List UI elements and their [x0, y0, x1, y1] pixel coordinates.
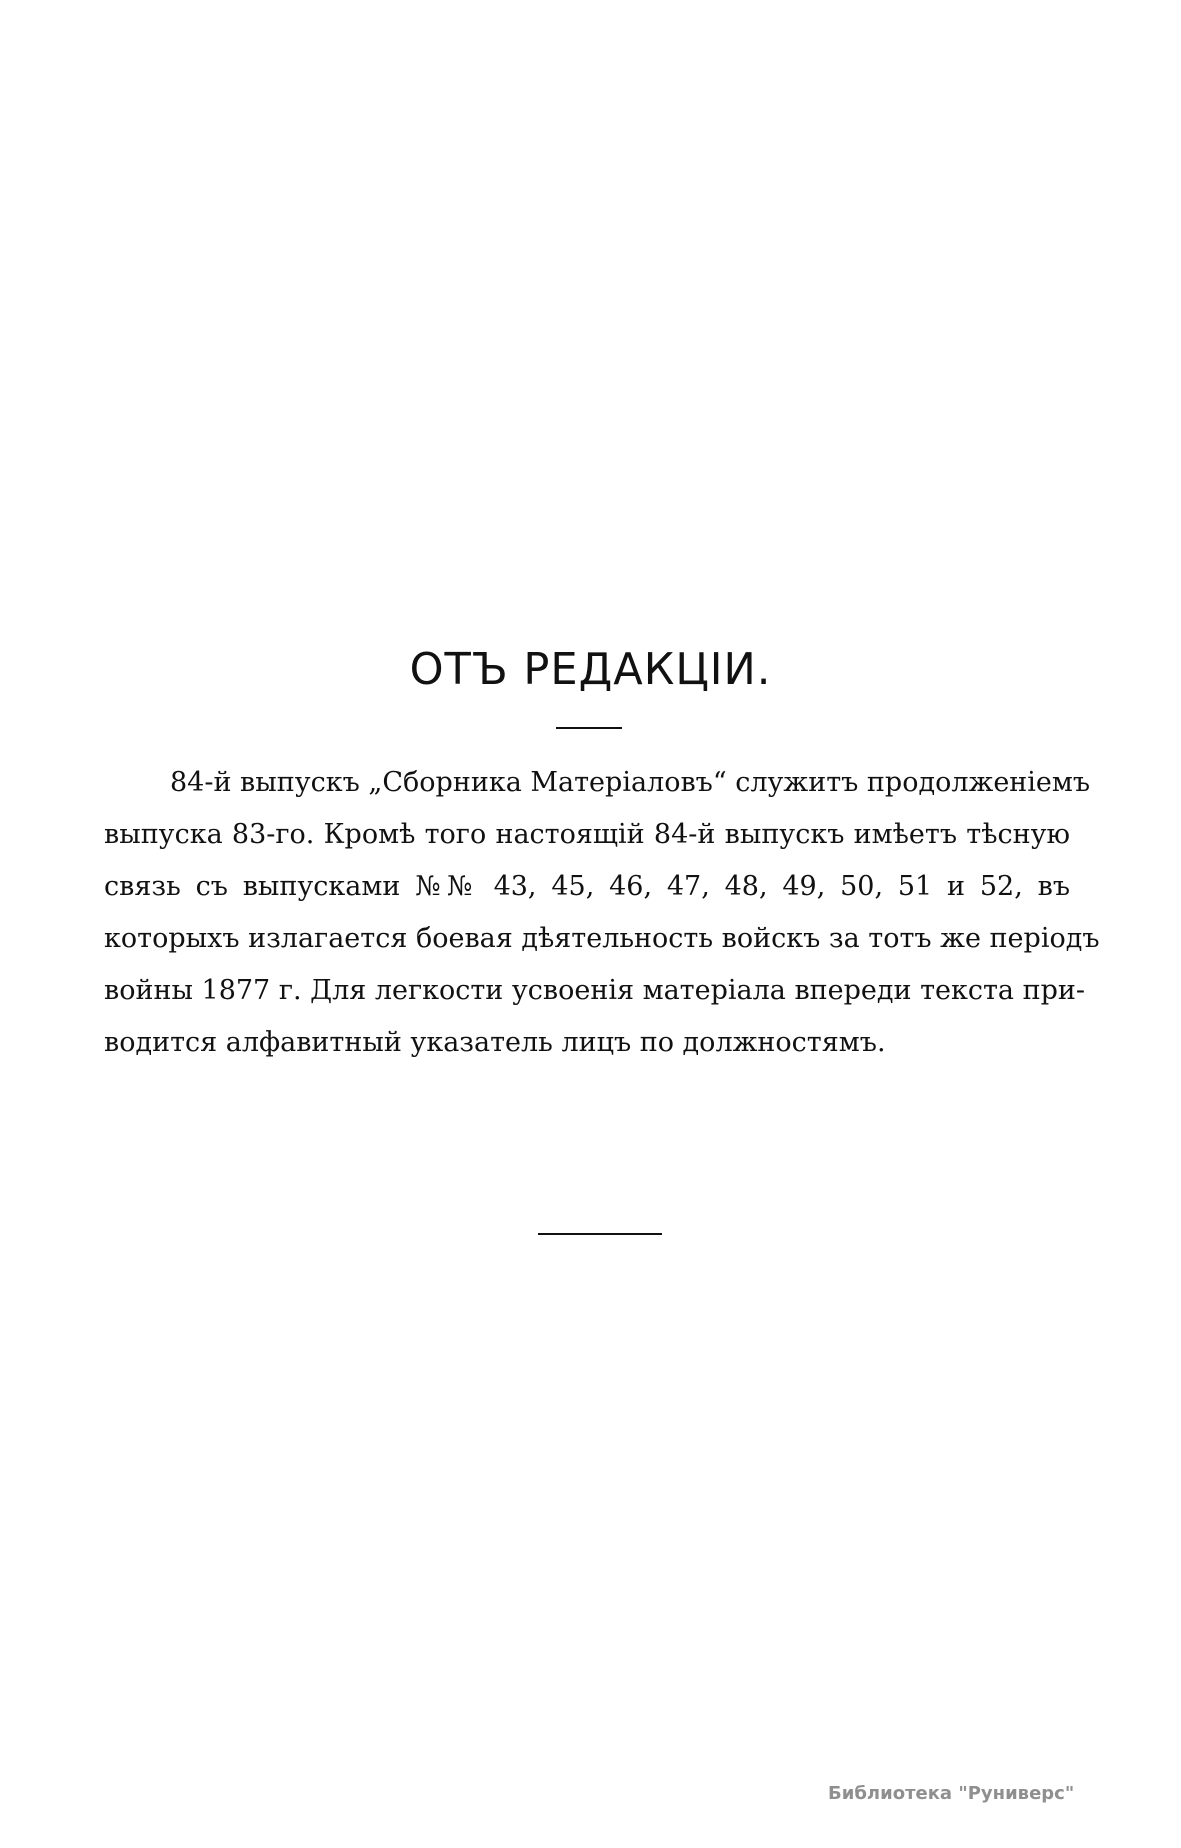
paragraph-line: выпуска 83-го. Кромѣ того настоящій 84-й выпускъ имѣетъ тѣсную [104, 819, 1070, 850]
editorial-paragraph [104, 757, 1100, 1069]
paragraph-line: 84-й выпускъ „Сборника Матеріаловъ“ служитъ продолженіемъ [170, 767, 1091, 798]
paragraph-line: связь съ выпусками №№ 43, 45, 46, 47, 48, 49, 50, 51 и 52, въ [104, 871, 1070, 902]
title-divider [556, 727, 622, 729]
library-watermark: Библиотека "Руниверс" [828, 1783, 1075, 1804]
paragraph-line: войны 1877 г. Для легкости усвоенія матеріала впереди текста при- [104, 975, 1086, 1006]
paragraph-line: водится алфавитный указатель лицъ по должностямъ. [104, 1027, 886, 1058]
page-title: ОТЪ РЕДАКЦІИ. [409, 644, 772, 695]
paragraph-line: которыхъ излагается боевая дѣятельность войскъ за тотъ же періодъ [104, 923, 1100, 954]
section-end-divider [538, 1233, 662, 1235]
